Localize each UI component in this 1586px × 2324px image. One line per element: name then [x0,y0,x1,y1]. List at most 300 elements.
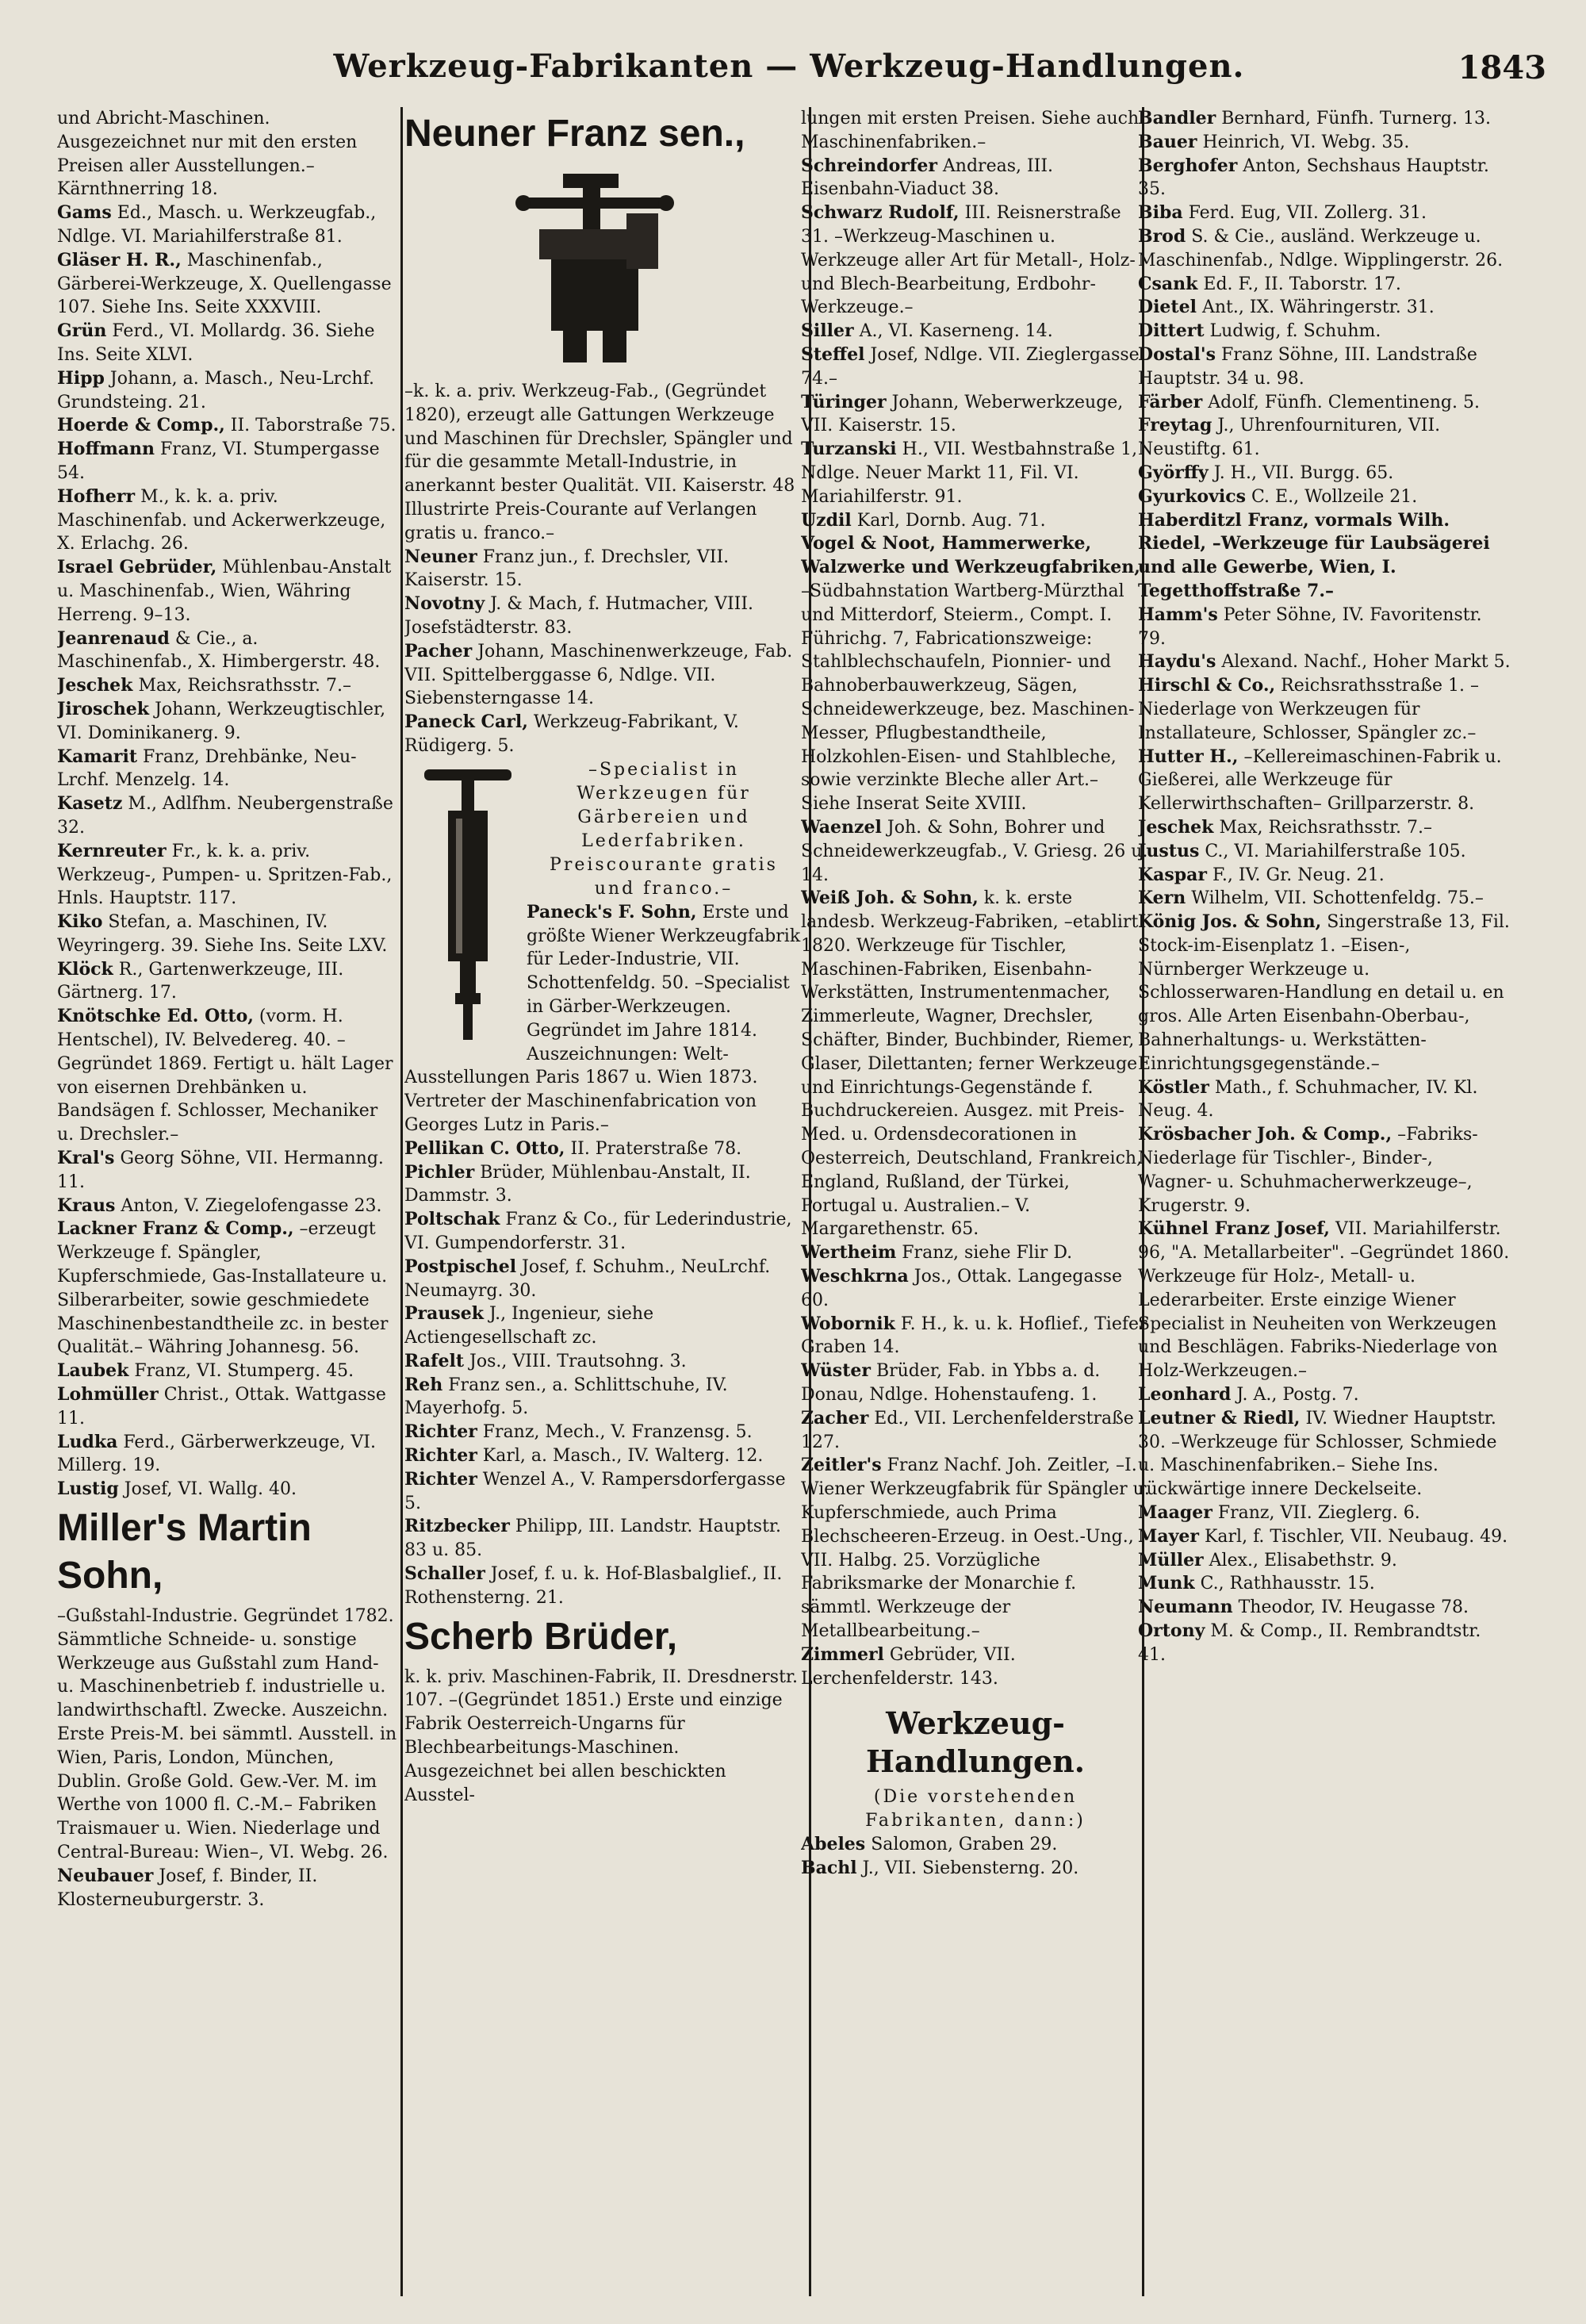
directory-entry [801,1643,1150,1691]
entry-text: Ed., Masch. u. Werkzeugfab., Ndlge. VI. Mariahilferstraße 81. [57,203,377,247]
entry-name: Maager [1138,1502,1212,1524]
directory-entry [404,640,801,711]
entry-name: Türinger [801,391,887,412]
entry-text: Erste und größte Wiener Werkzeugfabrik für Leder-Industrie, VII. Schottenfeldg. 50. –Specialist in Gärber-Werkzeugen. Gegründet im Jahre 1814. Auszeichnungen: Welt-Ausstellungen Paris 1867 u. Wien 1873. Vertreter der Maschinenfabrication von Georges Lutz in Paris.– [404,902,801,1135]
entry-text: Franz jun., f. Drechsler, VII. Kaiserstr. 15. [404,546,730,591]
directory-entry [57,485,398,556]
entry-name: Poltschak [404,1209,500,1230]
entry-text: Bernhard, Fünfh. Turnerg. 13. [1221,109,1491,128]
entry-name: Hamm's [1138,604,1218,625]
directory-entry [57,627,398,675]
entry-name: Richter [404,1421,477,1443]
entry-name: Mayer [1138,1525,1199,1547]
entry-name: Zeitler's [801,1455,882,1476]
directory-entry [1138,414,1511,462]
entry-text: Jos., VIII. Trautsohng. 3. [469,1351,687,1371]
entry-text: II. Praterstraße 78. [570,1138,742,1159]
directory-entry [57,1605,398,1865]
display-advert-name: Miller's Martin Sohn, [57,1507,312,1597]
entry-name: Postpischel [404,1256,517,1277]
directory-entry [1138,650,1511,674]
directory-entry [801,1857,1150,1881]
directory-entry [1138,462,1511,485]
entry-name: Justus [1138,840,1200,861]
directory-entry [1138,1596,1511,1620]
entry-name: Müller [1138,1549,1204,1570]
directory-entry [57,556,398,627]
directory-entry [57,320,398,367]
entry-name: Kral's [57,1148,115,1169]
directory-entry [57,911,398,958]
entry-name: Schwarz Rudolf, [801,202,960,224]
entry-name: Klöck [57,958,113,980]
directory-entry [57,746,398,793]
entry-text: M. & Comp., II. Rembrandtstr. 41. [1138,1621,1481,1665]
entry-name: Kernreuter [57,840,167,861]
entry-name: Uzdil [801,509,852,531]
entry-name: Dietel [1138,297,1197,318]
entry-text: IV. Wiedner Hauptstr. 30. –Werkzeuge für Schlosser, Schmiede u. Maschinenfabriken.– Siehe Ins. rückwärtige innere Deckelseite. [1138,1408,1497,1500]
directory-entry [1138,201,1511,225]
entry-name: Grün [57,320,107,342]
entry-text: II. Taborstraße 75. [230,416,396,436]
directory-entry [57,414,398,438]
entry-text: Alex., Elisabethstr. 9. [1209,1550,1397,1570]
entry-name: Bauer [1138,131,1197,152]
entry-name: Neuner [404,546,477,567]
entry-name: Wertheim [801,1242,897,1264]
entry-name: Abeles [801,1834,866,1855]
directory-entry [57,792,398,840]
entry-text: Singerstraße 13, Fil. Stock-im-Eisenplatz 1. –Eisen-, Nürnberger Werkzeuge u. Schlosserwaren-Handlung en detail u. en gros. Alle Arten Eisenbahn-Oberbau-, Bahnerhaltungs- u. Werkstätten-Einrichtungsgegenstände.– [1138,912,1510,1074]
directory-entry [1138,391,1511,415]
entry-text: Franz Nachf. Joh. Zeitler, –I. Wiener Werkzeugfabrik für Spängler u. Kupferschmiede, auch Prima Blechscheeren-Erzeug. in Oest.-Ung., VII. Halbg. 25. Vorzügliche Fabriksmarke der Monarchie f. sämmtl. Werkzeuge der Metallbearbeitung.– [801,1455,1150,1641]
entry-text: III. Reisnerstraße 31. –Werkzeug-Maschinen u. Werkzeuge aller Art für Metall-, Holz- und Blech-Bearbeitung, Erdbohr-Werkzeuge.– [801,203,1136,318]
entry-name: Hofherr [57,485,136,507]
directory-entry [1138,911,1511,1076]
entry-text: C., Rathhausstr. 15. [1200,1574,1375,1594]
entry-text: Josef, Ndlge. VII. Zieglergasse 74.– [801,344,1140,389]
directory-entry [801,1360,1150,1407]
entry-text: Theodor, IV. Heugasse 78. [1238,1597,1469,1618]
directory-entry [801,1833,1150,1857]
directory-entry [1138,1407,1511,1501]
directory-entry [404,1137,801,1161]
directory-entry [1138,864,1511,888]
entry-text: –Fabriks-Niederlage für Tischler-, Binder-, Wagner- u. Schuhmacherwerkzeuge–, Krugerstr. 9. [1138,1125,1478,1216]
directory-entry [1138,273,1511,297]
directory-entry [1138,343,1511,391]
entry-name: Brod [1138,225,1186,247]
directory-entry [801,107,1150,155]
directory-entry [57,1431,398,1478]
section-heading: Werkzeug-Handlungen. [865,1705,1086,1780]
entry-text: –Gußstahl-Industrie. Gegründet 1782. Sämmtliche Schneide- u. sonstige Werkzeuge aus Gußstahl zum Hand- u. Maschinenbetrieb f. industrielle u. landwirthschaftl. Zwecke. Auszeichn. Erste Preis-M. bei sämmtl. Ausstell. in Wien, Paris, London, München, Dublin. Große Gold. Gew.-Ver. M. im Werthe von 1000 fl. C.-M.– Fabriken Traismauer u. Wien. Niederlage und Central-Bureau: Wien–, VI. Webg. 26. [57,1606,397,1862]
entry-name: Jeschek [1138,816,1214,838]
entry-text: Franz, VI. Stumperg. 45. [134,1361,354,1382]
entry-text: Stefan, a. Maschinen, IV. Weyringerg. 39. Siehe Ins. Seite LXV. [57,912,388,956]
directory-entry [404,1563,801,1610]
entry-text: Ed. F., II. Taborstr. 17. [1203,274,1401,294]
directory-entry [1138,746,1511,816]
directory-entry [404,1374,801,1421]
entry-text: Philipp, III. Landstr. Hauptstr. 83 u. 85. [404,1517,782,1561]
entry-text: C., VI. Mariahilferstraße 105. [1205,841,1466,861]
entry-text: Franz, VI. Stumpergasse 54. [57,439,380,483]
display-advert-name: Scherb Brüder, [404,1615,678,1658]
entry-text: H., VII. Westbahnstraße 1, Ndlge. Neuer Markt 11, Fil. VI. Mariahilferstr. 91. [801,439,1138,507]
entry-text: Ludwig, f. Schuhm. [1209,321,1381,342]
entry-name: Lohmüller [57,1384,159,1406]
directory-entry [57,1195,398,1218]
entry-name: Rafelt [404,1350,465,1371]
entry-name: Prausek [404,1303,485,1325]
directory-entry [57,1005,398,1147]
entry-name: Wobornik [801,1313,895,1334]
column-2 [404,107,801,2296]
entry-name: Schreindorfer [801,155,937,176]
entry-text: R., Gartenwerkzeuge, III. Gärtnerg. 17. [57,959,344,1003]
entry-name: Paneck's F. Sohn, [527,901,697,922]
entry-name: Jeanrenaud [57,627,170,649]
entry-name: Hipp [57,367,105,389]
directory-entry [404,593,801,640]
entry-text: Franz & Co., für Lederindustrie, VI. Gumpendorferstr. 31. [404,1210,792,1253]
entry-text: F. H., k. u. k. Hoflief., Tiefer Graben 14. [801,1313,1147,1358]
entry-name: Waenzel [801,816,882,838]
entry-text: Ferd. Eug, VII. Zollerg. 31. [1188,203,1427,224]
directory-entry [1138,1525,1511,1549]
entry-name: Richter [404,1445,477,1467]
directory-entry [801,532,1150,816]
entry-text: Georg Söhne, VII. Hermanng. 11. [57,1149,384,1192]
entry-text: Johann, Werkzeugtischler, VI. Dominikanerg. 9. [57,699,386,743]
directory-entry [57,958,398,1006]
directory-entry [801,1407,1150,1455]
entry-name: Gläser H. R., [57,249,182,270]
entry-text: J., Ingenieur, siehe Actiengesellschaft zc. [404,1304,654,1348]
entry-text: Franz, Drehbänke, Neu-Lrchf. Menzelg. 14. [57,746,357,791]
entry-name: Pichler [404,1161,475,1183]
entry-name: Turzanski [801,439,897,460]
entry-text: Werkzeug-Fabrikant, V. Rüdigerg. 5. [404,712,739,756]
directory-entry [404,1256,801,1303]
directory-entry [404,1444,801,1468]
directory-entry [57,1360,398,1383]
display-advert-name: Neuner Franz sen., [404,113,745,155]
entry-text: Franz sen., a. Schlittschuhe, IV. Mayerhofg. 5. [404,1375,728,1419]
entry-text: Gebrüder, VII. Lerchenfelderstr. 143. [801,1644,1016,1689]
entry-name: Bandler [1138,108,1216,128]
entry-text: Fr., k. k. a. priv. Werkzeug-, Pumpen- u. Spritzen-Fab., Hnls. Hauptstr. 117. [57,841,393,909]
entry-name: Krösbacher Joh. & Comp., [1138,1124,1393,1145]
directory-entry [1138,1501,1511,1525]
entry-text: VII. Mariahilferstr. 96, "A. Metallarbeiter". –Gegründet 1860. Werkzeuge für Holz-, Metall- u. Lederarbeiter. Erste einzige Wiener Specialist in Neuheiten von Werkzeugen und Beschlägen. Fabriks-Niederlage von Holz-Werkzeugen.– [1138,1219,1510,1382]
entry-name: Ludka [57,1431,118,1452]
directory-entry [1138,816,1511,840]
entry-text: k. k. priv. Maschinen-Fabrik, II. Dresdnerstr. 107. –(Gegründet 1851.) Erste und einzige Fabrik Oesterreich-Ungarns für Blechbearbeitungs-Maschinen. Ausgezeichnet bei allen beschickten Ausstel- [404,1666,799,1805]
entry-name: Kern [1138,888,1186,909]
entry-name: Paneck Carl, [404,711,528,733]
entry-text: Joh. & Sohn, Bohrer und Schneidewerkzeugfab., V. Griesg. 26 u. 14. [801,817,1148,885]
page-header [32,40,1546,95]
directory-entry [801,320,1150,343]
entry-name: Haberditzl Franz, vormals Wilh. Riedel, –Werkzeuge für Laubsägerei und alle Gewerbe, Wien, I. Tegetthoffstraße 7.– [1138,509,1490,601]
entry-name: Ritzbecker [404,1516,510,1537]
entry-text: C. E., Wollzeile 21. [1251,486,1418,507]
directory-entry [801,343,1150,391]
directory-entry [57,107,398,201]
entry-text: Reichsrathsstraße 1. –Niederlage von Werkzeugen für Installateure, Schlosser, Spängler zc.– [1138,676,1479,743]
directory-entry [404,711,801,758]
entry-text: Wenzel A., V. Rampersdorfergasse 5. [404,1469,786,1513]
directory-entry [57,1218,398,1360]
tanner-tool-illustration [420,763,515,1049]
entry-name: Gams [57,202,112,224]
directory-entry [801,1454,1150,1643]
entry-text: (vorm. H. Hentschel), IV. Belvedereg. 40. –Gegründet 1869. Fertigt u. hält Lager von eisernen Drehbänken u. Bandsägen f. Schlosser, Mechaniker u. Drechsler.– [57,1007,393,1145]
entry-text: M., k. k. a. priv. Maschinenfab. und Ackerwerkzeuge, X. Erlachg. 26. [57,486,386,554]
entry-text: Heinrich, VI. Webg. 35. [1202,132,1410,152]
entry-text: Andreas, III. Eisenbahn-Viaduct 38. [801,155,1054,200]
directory-entry [57,438,398,485]
entry-name: Israel Gebrüder, [57,557,217,578]
entry-name: Reh [404,1374,443,1395]
entry-text: Johann, Maschinenwerkzeuge, Fab. VII. Spittelberggasse 6, Ndlge. VII. Siebensterngasse 14. [404,641,793,709]
entry-name: Zacher [801,1407,869,1429]
entry-name: Pellikan C. Otto, [404,1137,565,1159]
entry-name: Neubauer [57,1865,154,1886]
entry-text: Maschinenfab., Gärberei-Werkzeuge, X. Quellengasse 107. Siehe Ins. Seite XXXVIII. [57,250,392,318]
running-title: Werkzeug-Fabrikanten — Werkzeug-Handlungen. [333,48,1245,85]
entry-name: Leonhard [1138,1384,1232,1406]
column-3 [801,107,1150,2296]
directory-entry [1138,155,1511,202]
entry-name: Pacher [404,640,473,662]
column-1 [57,107,398,2296]
entry-text: –Südbahnstation Wartberg-Mürzthal und Mitterdorf, Steierm., Compt. I. Führichg. 7, Fabricationszweige: Stahlblechschaufeln, Pionnier- und Bahnoberbauwerkzeug, Sägen, Schneidewerkzeuge, bez. Maschinen-Messer, Pflugbestandtheile, Holzkohlen-Eisen- und Stahlbleche, sowie verzinkte Bleche aller Art.– Siehe Inserat Seite XVIII. [801,581,1135,815]
entry-name: Ortony [1138,1620,1205,1641]
entry-text: M., Adlfhm. Neubergenstraße 32. [57,794,393,838]
entry-name: Jeschek [57,675,133,696]
entry-name: Györffy [1138,462,1209,483]
directory-entry [57,1865,398,1912]
directory-entry [801,1313,1150,1360]
directory-entry [404,546,801,593]
entry-name: Freytag [1138,415,1212,436]
directory-entry [404,1421,801,1444]
directory-entry [1138,320,1511,343]
directory-entry [404,1350,801,1374]
entry-text: Ferd., VI. Mollardg. 36. Siehe Ins. Seite XLVI. [57,321,375,365]
entry-name: Munk [1138,1573,1195,1594]
entry-name: Richter [404,1468,477,1490]
entry-name: Steffel [801,343,865,365]
entry-text: Brüder, Fab. in Ybbs a. d. Donau, Ndlge. Hohenstaufeng. 1. [801,1361,1101,1406]
directory-entry [1138,604,1511,651]
entry-name: Jiroschek [57,698,150,719]
entry-text: Wilhelm, VII. Schottenfeldg. 75.– [1191,888,1484,909]
directory-entry [1138,1218,1511,1383]
entry-name: Dostal's [1138,343,1216,365]
directory-entry [57,201,398,249]
directory-entry [57,367,398,415]
entry-text: Franz Söhne, III. Landstraße Hauptstr. 34 u. 98. [1138,344,1477,389]
entry-text: Franz, siehe Flir D. [902,1243,1073,1264]
entry-text: –Kellereimaschinen-Fabrik u. Gießerei, alle Werkzeuge für Kellerwirthschaften– Grillparzerstr. 8. [1138,746,1502,815]
directory-entry [1138,225,1511,273]
entry-text: Alexand. Nachf., Hoher Markt 5. [1221,652,1511,673]
entry-name: Kiko [57,911,103,933]
entry-text: J. & Mach, f. Hutmacher, VIII. Josefstädterstr. 83. [404,594,754,638]
directory-entry [1138,1620,1511,1667]
entry-text: lungen mit ersten Preisen. Siehe auch Maschinenfabriken.– [801,109,1140,152]
entry-name: Kamarit [57,746,138,767]
entry-name: Zimmerl [801,1643,884,1665]
directory-entry [1138,1123,1511,1218]
directory-entry [801,438,1150,508]
entry-text: A., VI. Kaserneng. 14. [859,321,1053,342]
directory-entry [801,155,1150,202]
entry-text: Johann, Weberwerkzeuge, VII. Kaiserstr. 15. [801,392,1124,436]
entry-name: Laubek [57,1360,129,1382]
directory-entry [1138,887,1511,911]
directory-entry [1138,509,1511,604]
directory-entry [57,698,398,746]
directory-entry [404,1302,801,1350]
entry-text: Anton, V. Ziegelofengasse 23. [121,1195,382,1216]
directory-entry [1138,485,1511,509]
entry-text: Peter Söhne, IV. Favoritenstr. 79. [1138,604,1482,649]
entry-name: Hirschl & Co., [1138,675,1276,696]
entry-name: Vogel & Noot, Hammerwerke, Walzwerke und Werkzeugfabriken, [801,533,1140,578]
entry-text: Karl, Dornb. Aug. 71. [856,510,1046,531]
directory-entry [1138,131,1511,155]
entry-text: Max, Reichsrathsstr. 7.– [138,676,352,696]
entry-text: Jos., Ottak. Langegasse 60. [801,1267,1123,1310]
directory-entry [1138,1572,1511,1596]
entry-text: Christ., Ottak. Wattgasse 11. [57,1385,386,1429]
entry-text: Brüder, Mühlenbau-Anstalt, II. Dammstr. 3. [404,1162,751,1206]
entry-text: Franz, Mech., V. Franzensg. 5. [482,1422,753,1443]
directory-entry [1138,1383,1511,1407]
entry-text: und Abricht-Maschinen. Ausgezeichnet nur mit den ersten Preisen aller Ausstellungen.– Kärnthnerring 18. [57,109,358,200]
directory-entry [801,391,1150,439]
entry-name: Knötschke Ed. Otto, [57,1006,254,1027]
entry-name: Hoerde & Comp., [57,415,225,436]
entry-text: Franz, VII. Zieglerg. 6. [1217,1503,1420,1524]
entry-text: Ferd., Gärberwerkzeuge, VI. Millerg. 19. [57,1432,376,1476]
bench-vise-illustration [508,166,698,372]
entry-name: Kaspar [1138,864,1207,885]
entry-text: Anton, Sechshaus Hauptstr. 35. [1138,155,1489,200]
entry-name: Weschkrna [801,1266,909,1287]
centered-advert-text: (Die vorstehenden Fabrikanten, dann:) [865,1787,1086,1831]
directory-entry [1138,296,1511,320]
directory-entry [801,201,1150,320]
directory-entry [801,887,1150,1241]
directory-entry [801,509,1150,533]
entry-text: Max, Reichsrathsstr. 7.– [1219,817,1433,838]
directory-entry [57,674,398,698]
entry-name: Csank [1138,273,1198,294]
entry-text: Math., f. Schuhmacher, IV. Kl. Neug. 4. [1138,1077,1478,1122]
entry-name: Dittert [1138,320,1205,342]
entry-text: Josef, f. Binder, II. Klosterneuburgerstr. 3. [57,1866,318,1910]
entry-name: Bachl [801,1858,857,1879]
entry-name: Leutner & Riedl, [1138,1407,1301,1429]
column-4 [1138,107,1511,2296]
entry-name: Wüster [801,1360,871,1382]
entry-text: Josef, f. u. k. Hof-Blasbalglief., II. Rothensterng. 21. [404,1564,783,1608]
directory-entry [801,1265,1150,1313]
entry-text: Karl, a. Masch., IV. Walterg. 12. [482,1446,764,1467]
entry-name: Hoffmann [57,439,155,460]
directory-entry [1138,674,1511,745]
directory-entry [1138,840,1511,864]
entry-text: Mühlenbau-Anstalt u. Maschinenfab., Wien, Währing Herreng. 9–13. [57,558,392,625]
entry-name: Weiß Joh. & Sohn, [801,888,979,909]
directory-entry [1138,107,1511,131]
entry-text: Ant., IX. Währingerstr. 31. [1201,297,1435,318]
directory-entry [57,1383,398,1431]
entry-name: Gyurkovics [1138,485,1246,507]
page-number: 1843 [1458,49,1546,86]
entry-text: S. & Cie., ausländ. Werkzeuge u. Maschinenfab., Ndlge. Wipplingerstr. 26. [1138,226,1504,270]
entry-name: Hutter H., [1138,746,1239,767]
centered-advert-text: –Specialist in Werkzeugen für Gärbereien und Lederfabriken. Preiscourante gratis und franco.– [550,759,778,899]
directory-entry [404,1468,801,1516]
entry-text: Karl, f. Tischler, VII. Neubaug. 49. [1204,1526,1508,1547]
entry-text: k. k. erste landesb. Werkzeug-Fabriken, –etablirt 1820. Werkzeuge für Tischler, Maschinen-Fabriken, Eisenbahn-Werkstätten, Instrumentenmacher, Zimmerleute, Wagner, Drechsler, Schäfter, Binder, Buchbinder, Riemer, Glaser, Dilettanten; ferner Werkzeuge und Einrichtungs-Gegenstände f. Buchdruckereien. Ausgez. mit Preis-Med. u. Ordensdecorationen in Oesterreich, Deutschland, Frankreich, England, Rußland, der Türkei, Portugal u. Australien.– V. Margarethenstr. 65. [801,888,1143,1240]
entry-text: J. A., Postg. 7. [1236,1385,1359,1406]
entry-name: Kühnel Franz Josef, [1138,1218,1330,1240]
directory-entry [57,249,398,320]
entry-text: F., IV. Gr. Neug. 21. [1212,865,1385,885]
entry-name: König Jos. & Sohn, [1138,911,1322,933]
directory-entry [57,840,398,911]
entry-text: Josef, VI. Wallg. 40. [124,1479,297,1500]
entry-text: Johann, a. Masch., Neu-Lrchf. Grundsteing. 21. [57,368,374,412]
entry-name: Haydu's [1138,651,1216,673]
entry-name: Lackner Franz & Comp., [57,1218,294,1240]
directory-entry [404,1515,801,1563]
entry-text: J., VII. Siebensterng. 20. [862,1858,1079,1879]
entry-name: Biba [1138,202,1183,224]
entry-name: Neumann [1138,1597,1233,1618]
directory-entry [57,1147,398,1195]
directory-entry [404,1208,801,1256]
column-rule [400,107,403,2296]
entry-name: Färber [1138,391,1203,412]
directory-entry [1138,1549,1511,1573]
entry-name: Berghofer [1138,155,1238,176]
entry-name: Siller [801,320,854,342]
entry-text: –erzeugt Werkzeuge f. Spängler, Kupferschmiede, Gas-Installateure u. Silberarbeiter, sowie geschmiedete Maschinenbestandtheile zc. in bester Qualität.– Währing Johannesg. 56. [57,1219,389,1358]
directory-entry [404,380,801,546]
entry-text: Ed., VII. Lerchenfelderstraße 127. [801,1408,1134,1452]
entry-text: & Cie., a. Maschinenfab., X. Himbergerstr. 48. [57,628,381,673]
entry-text: J. H., VII. Burgg. 65. [1213,462,1394,483]
directory-entry [404,1161,801,1209]
entry-text: Josef, f. Schuhm., NeuLrchf. Neumayrg. 30. [404,1256,771,1301]
entry-name: Lustig [57,1478,119,1500]
entry-name: Kraus [57,1195,116,1216]
entry-name: Köstler [1138,1076,1209,1098]
directory-entry [57,1478,398,1501]
directory-entry [404,1666,801,1808]
entry-name: Schaller [404,1563,485,1585]
